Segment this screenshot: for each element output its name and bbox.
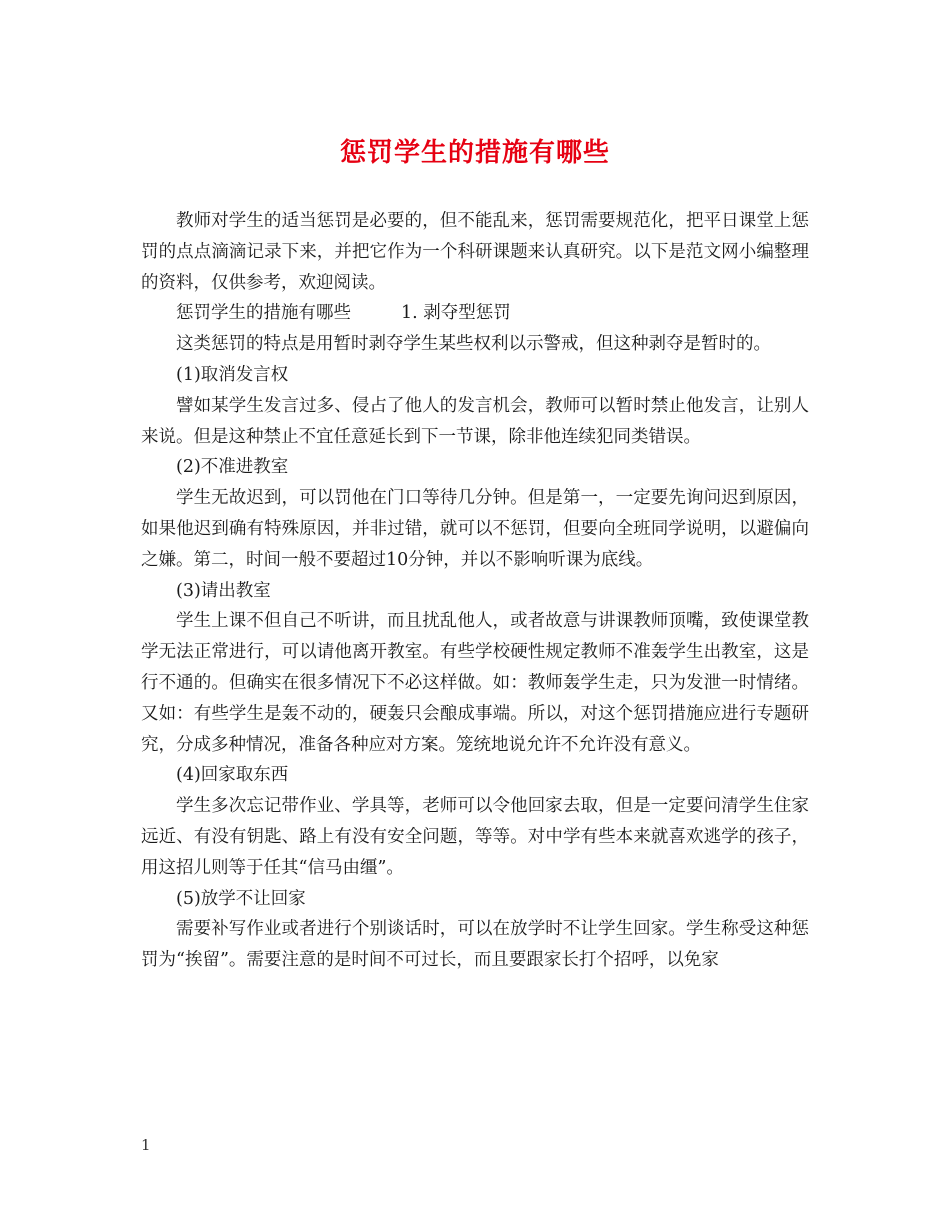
item-label-1: (1)取消发言权 bbox=[176, 364, 289, 385]
item-label-3: (3)请出教室 bbox=[176, 580, 271, 601]
section-heading-line bbox=[141, 298, 809, 329]
item-label-4: (4)回家取东西 bbox=[176, 765, 289, 786]
page-number: 1 bbox=[141, 1136, 151, 1154]
document-title: 惩罚学生的措施有哪些 bbox=[339, 138, 610, 168]
heading-right: 1. 剥夺型惩罚 bbox=[401, 303, 511, 324]
item-text-2: 学生无故迟到，可以罚他在门口等待几分钟。但是第一，一定要先询问迟到原因，如果他迟到确有特殊原因，并非过错，就可以不惩罚，但要向全班同学说明，以避偏向之嫌。第二，时间一般不要超过10分钟，并以不影响听课为底线。 bbox=[141, 488, 809, 570]
item-text-3: 学生上课不但自己不听讲，而且扰乱他人，或者故意与讲课教师顶嘴，致使课堂教学无法正常进行，可以请他离开教室。有些学校硬性规定教师不准轰学生出教室，这是行不通的。但确实在很多情况下不必这样做。如：教师轰学生走，只为发泄一时情绪。又如：有些学生是轰不动的，硬轰只会酿成事端。所以，对这个惩罚措施应进行专题研究，分成多种情况，准备各种应对方案。笼统地说允许不允许没有意义。 bbox=[141, 611, 809, 755]
item-text-1: 譬如某学生发言过多、侵占了他人的发言机会，教师可以暂时禁止他发言，让别人来说。但是这种禁止不宜任意延长到下一节课，除非他连续犯同类错误。 bbox=[141, 395, 809, 447]
heading-left: 惩罚学生的措施有哪些 bbox=[176, 303, 351, 324]
item-label-5: (5)放学不让回家 bbox=[176, 888, 306, 909]
section1-description: 这类惩罚的特点是用暂时剥夺学生某些权利以示警戒，但这种剥夺是暂时的。 bbox=[176, 334, 771, 355]
item-text-5: 需要补写作业或者进行个别谈话时，可以在放学时不让学生回家。学生称受这种惩罚为“挨留”。需要注意的是时间不可过长，而且要跟家长打个招呼，以免家 bbox=[141, 919, 809, 971]
item-label-2: (2)不准进教室 bbox=[176, 457, 289, 478]
item-text-4: 学生多次忘记带作业、学具等，老师可以令他回家去取，但是一定要问清学生住家远近、有没有钥匙、路上有没有安全问题，等等。对中学有些本来就喜欢逃学的孩子，用这招儿则等于任其“信马由缰”。 bbox=[141, 796, 809, 878]
intro-paragraph: 教师对学生的适当惩罚是必要的，但不能乱来，惩罚需要规范化，把平日课堂上惩罚的点点滴滴记录下来，并把它作为一个科研课题来认真研究。以下是范文网小编整理的资料，仅供参考，欢迎阅读。 bbox=[141, 211, 809, 293]
document-body bbox=[141, 206, 809, 976]
